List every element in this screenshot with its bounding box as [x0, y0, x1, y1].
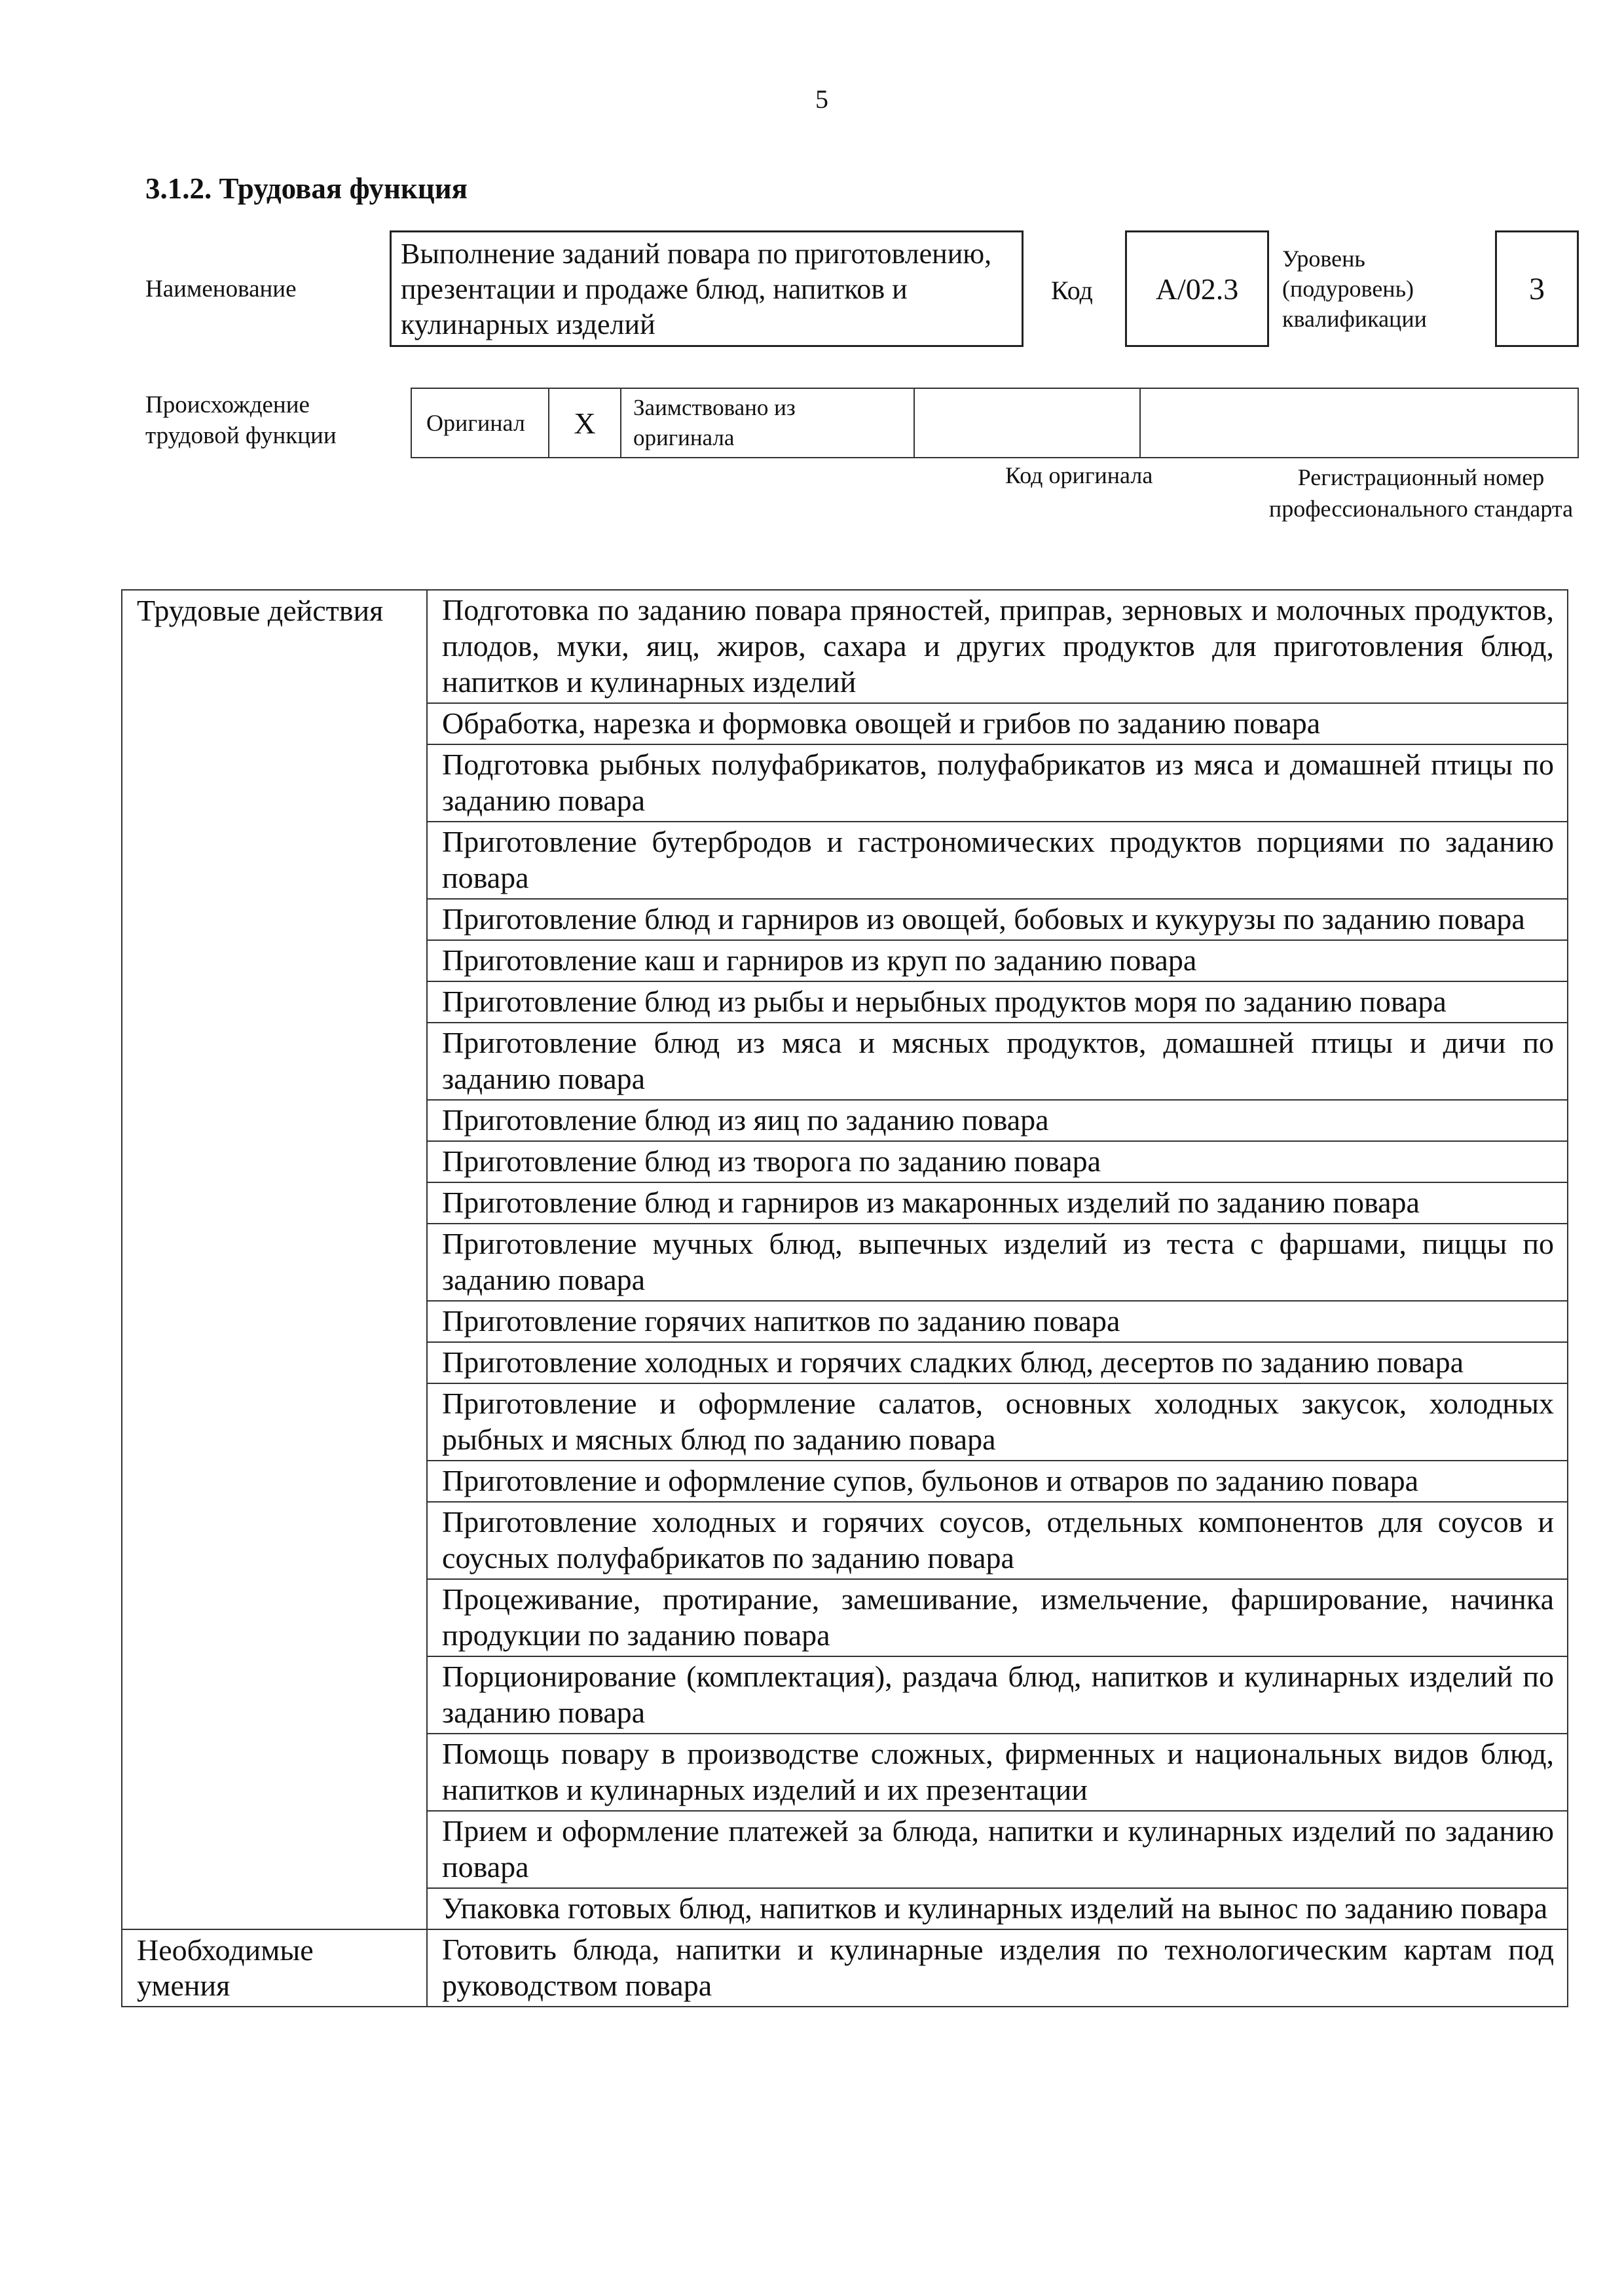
borrowed-cell: Заимствовано из оригинала — [621, 389, 915, 457]
labor-action-row-text: Процеживание, протирание, замешивание, измельчение, фарширование, начинка продукции по заданию повара — [427, 1579, 1568, 1656]
labor-action-row-header: Трудовые действия — [122, 590, 427, 1929]
section-title: 3.1.2. Трудовая функция — [145, 172, 468, 205]
origin-row — [411, 388, 1579, 458]
labor-action-row-text: Приготовление каш и гарниров из круп по заданию повара — [427, 940, 1568, 981]
required-skill-row-text: Готовить блюда, напитки и кулинарные изделия по технологическим картам под руководством повара — [427, 1929, 1568, 2007]
labor-function-table — [121, 589, 1568, 2007]
reg-number-cell — [1141, 389, 1578, 457]
code-original-caption: Код оригинала — [1005, 462, 1153, 488]
function-name-box: Выполнение заданий повара по приготовлению, презентации и продаже блюд, напитков и кулинарных изделий — [390, 230, 1024, 347]
labor-action-row-text: Упаковка готовых блюд, напитков и кулинарных изделий на вынос по заданию повара — [427, 1888, 1568, 1929]
labor-action-row-text: Приготовление холодных и горячих соусов, отдельных компонентов для соусов и соусных полуфабрикатов по заданию повара — [427, 1502, 1568, 1579]
origin-label: Происхождение трудовой функции — [145, 392, 337, 449]
labor-action-row-text: Подготовка по заданию повара пряностей, приправ, зерновых и молочных продуктов, плодов, муки, яиц, жиров, сахара и других продуктов для приготовления блюд, напитков и кулинарных изделий — [427, 590, 1568, 703]
required-skill-row-header: Необходимые умения — [122, 1929, 427, 2007]
labor-action-row-text: Приготовление блюд из яиц по заданию повара — [427, 1100, 1568, 1141]
reg-number-caption: Регистрационный номер профессионального стандарта — [1268, 464, 1574, 522]
labor-action-row-text: Приготовление блюд из творога по заданию повара — [427, 1141, 1568, 1182]
labor-action-row-text: Приготовление бутербродов и гастрономических продуктов порциями по заданию повара — [427, 822, 1568, 899]
labor-action-row-text: Приготовление горячих напитков по заданию повара — [427, 1301, 1568, 1342]
code-label: Код — [1051, 276, 1093, 305]
labor-action-row-text: Помощь повару в производстве сложных, фирменных и национальных видов блюд, напитков и кулинарных изделий и их презентации — [427, 1734, 1568, 1811]
labor-action-row-text: Прием и оформление платежей за блюда, напитки и кулинарных изделий по заданию повара — [427, 1811, 1568, 1888]
labor-action-row-text: Приготовление холодных и горячих сладких блюд, десертов по заданию повара — [427, 1342, 1568, 1383]
labor-action-row-text: Приготовление блюд из рыбы и нерыбных продуктов моря по заданию повара — [427, 981, 1568, 1023]
labor-action-row-text: Приготовление блюд из мяса и мясных продуктов, домашней птицы и дичи по заданию повара — [427, 1023, 1568, 1100]
level-label: Уровень (подуровень) квалификации — [1282, 246, 1427, 332]
level-box: 3 — [1495, 230, 1579, 347]
naming-label: Наименование — [145, 276, 297, 302]
required-skill-row — [122, 1929, 1568, 2007]
original-cell: Оригинал — [412, 389, 549, 457]
page-number: 5 — [815, 84, 828, 114]
labor-action-row-text: Приготовление и оформление супов, бульонов и отваров по заданию повара — [427, 1461, 1568, 1502]
code-box: A/02.3 — [1125, 230, 1269, 347]
labor-action-row-text: Приготовление мучных блюд, выпечных изделий из теста с фаршами, пиццы по заданию повара — [427, 1224, 1568, 1301]
labor-action-row-text: Приготовление и оформление салатов, основных холодных закусок, холодных рыбных и мясных блюд по заданию повара — [427, 1383, 1568, 1461]
original-mark: X — [549, 389, 621, 457]
code-original-cell — [915, 389, 1141, 457]
labor-action-row-text: Приготовление блюд и гарниров из макаронных изделий по заданию повара — [427, 1182, 1568, 1224]
labor-action-row — [122, 590, 1568, 703]
labor-action-row-text: Порционирование (комплектация), раздача блюд, напитков и кулинарных изделий по заданию повара — [427, 1656, 1568, 1734]
labor-action-row-text: Подготовка рыбных полуфабрикатов, полуфабрикатов из мяса и домашней птицы по заданию повара — [427, 744, 1568, 822]
labor-action-row-text: Обработка, нарезка и формовка овощей и грибов по заданию повара — [427, 703, 1568, 744]
labor-action-row-text: Приготовление блюд и гарниров из овощей, бобовых и кукурузы по заданию повара — [427, 899, 1568, 940]
